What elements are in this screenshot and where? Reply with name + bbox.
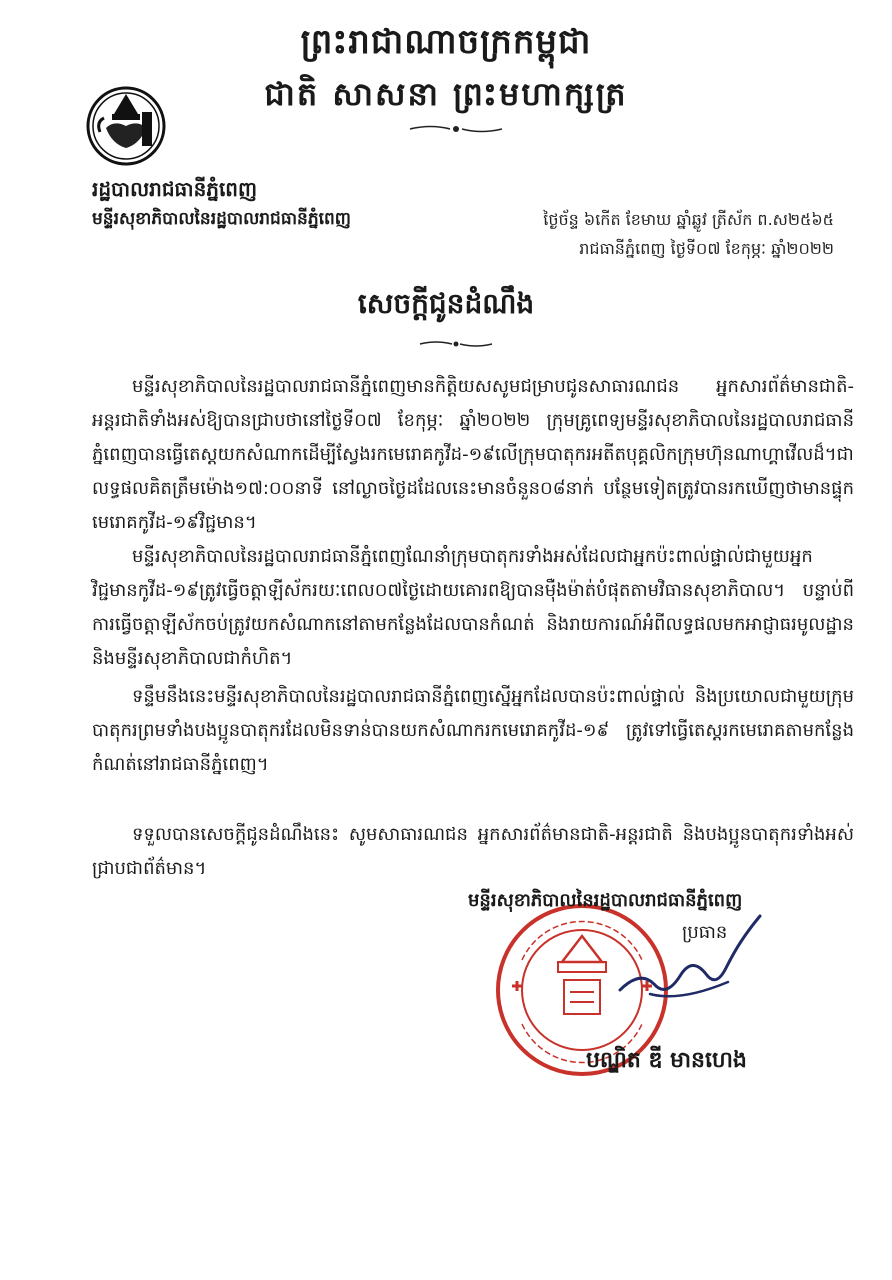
lunar-date: ថ្ងៃច័ន្ទ ៦កើត ខែមាឃ ឆ្នាំឆ្លូវ ត្រីស័ក ព.ស២៥៦៥ (543, 210, 834, 229)
document-title: សេចក្តីជូនដំណឹង (357, 287, 535, 320)
signatory-name: បណ្ឌិត ឌី មានហេង (586, 1048, 747, 1073)
signatory-role: ប្រធាន (682, 922, 728, 943)
title-ornament (406, 122, 506, 136)
ministry-emblem-logo (84, 82, 168, 168)
body-paragraph-3: ទន្ទឹមនឹងនេះមន្ទីរសុខាភិបាលនៃរដ្ឋបាលរាជធានីភ្នំពេញស្នើអ្នកដែលបានប៉ះពាល់ផ្ទាល់ និងប្រយោលជាមួយក្រុមបាតុករព្រមទាំងបងប្អូនបាតុករដែលមិនទាន់បានយកសំណាករកមេរោគកូវីដ-១៩ ត្រូវទៅធ្វើតេស្តរកមេរោគតាមកន្លែងកំណត់នៅរាជធានីភ្នំពេញ។ (92, 686, 854, 775)
solar-date: រាជធានីភ្នំពេញ ថ្ងៃទី០៧ ខែកុម្ភៈ ឆ្នាំ២០២២ (579, 239, 834, 258)
issuing-authority: រដ្ឋបាលរាជធានីភ្នំពេញ (92, 177, 258, 201)
title-underline-ornament (416, 338, 496, 350)
body-paragraph-2: មន្ទីរសុខាភិបាលនៃរដ្ឋបាលរាជធានីភ្នំពេញណែនាំក្រុមបាតុករទាំងអស់ដែលជាអ្នកប៉ះពាល់ផ្ទាល់ជាមួយអ្នកវិជ្ជមានកូវីដ-១៩ត្រូវធ្វើចត្តាឡីស័ករយៈពេល០៧ថ្ងៃដោយគោរពឱ្យបានម៉ឺងម៉ាត់បំផុតតាមវិធានសុខាភិបាល។ បន្ទាប់ពីការធ្វើចត្តាឡីស័កចប់ត្រូវយកសំណាកនៅតាមកន្លែងដែលបានកំណត់ និងរាយការណ៍អំពីលទ្ធផលមកអាជ្ញាធរមូលដ្ឋាន និងមន្ទីរសុខាភិបាលជាកំហិត។ (92, 546, 854, 669)
kingdom-heading: ព្រះរាជាណាចក្រកម្ពុជា (300, 22, 592, 62)
issuing-department: មន្ទីរសុខាភិបាលនៃរដ្ឋបាលរាជធានីភ្នំពេញ (92, 209, 351, 229)
body-paragraph-4: ទទួលបានសេចក្តីជូនដំណឹងនេះ សូមសាធារណជន អ្នកសារព័ត៌មានជាតិ-អន្តរជាតិ និងបងប្អូនបាតុករទាំងអស់ ជ្រាបជាព័ត៌មាន។ (92, 824, 854, 879)
handwritten-signature (610, 910, 770, 1020)
signatory-department: មន្ទីរសុខាភិបាលនៃរដ្ឋបាលរាជធានីភ្នំពេញ (468, 890, 743, 911)
national-motto: ជាតិ សាសនា ព្រះមហាក្សត្រ (264, 75, 628, 113)
body-paragraph-1: មន្ទីរសុខាភិបាលនៃរដ្ឋបាលរាជធានីភ្នំពេញមានកិត្តិយសសូមជម្រាបជូនសាធារណជន អ្នកសារព័ត៌មានជាតិ-អន្តរជាតិទាំងអស់ឱ្យបានជ្រាបថានៅថ្ងៃទី០៧ ខែកុម្ភៈ ឆ្នាំ២០២២ ក្រុមគ្រូពេទ្យមន្ទីរសុខាភិបាលនៃរដ្ឋបាលរាជធានីភ្នំពេញបានធ្វើតេស្តយកសំណាកដើម្បីស្វែងរកមេរោគកូវីដ-១៩លើក្រុមបាតុករអតីតបុគ្គលិកក្រុមហ៊ុនណាហ្គាវើលដ៏។ជាលទ្ធផលគិតត្រឹមម៉ោង១៧:០០នាទី នៅល្ងាចថ្ងៃដដែលនេះមានចំនួន០៨នាក់ បន្ថែមទៀតត្រូវបានរកឃើញថាមានផ្ទុកមេរោគកូវីដ-១៩វិជ្ជមាន។ (92, 376, 854, 533)
